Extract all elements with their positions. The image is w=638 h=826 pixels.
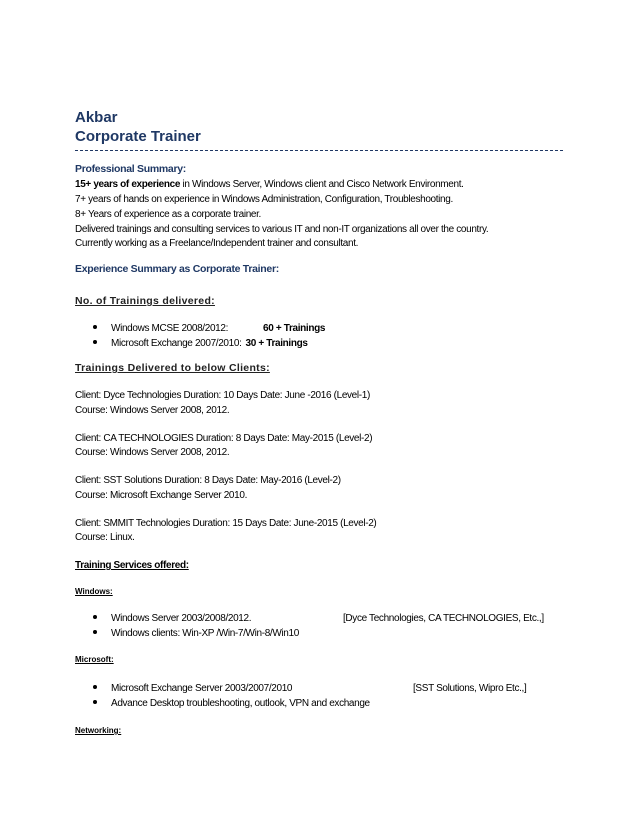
candidate-name: Akbar [75,109,118,126]
course-line: Course: Windows Server 2008, 2012. [75,447,230,458]
training-count: 30 + Trainings [245,338,308,349]
training-label: Windows MCSE 2008/2012: [111,323,229,334]
training-label: Microsoft Exchange 2007/2010: [111,338,242,349]
training-count: 60 + Trainings [263,323,326,334]
summary-line: Delivered trainings and consulting services to various IT and non-IT organizations all over the country. [75,224,489,235]
list-item [93,627,299,640]
service-clients: [Dyce Technologies, CA TECHNOLOGIES, Etc.,] [343,613,544,624]
clients-heading: Trainings Delivered to below Clients: [75,362,270,374]
list-item [93,322,393,335]
client-line: Client: SMMIT Technologies Duration: 15 Days Date: June-2015 (Level-2) [75,518,377,529]
list-item [93,682,563,695]
summary-line: 8+ Years of experience as a corporate trainer. [75,209,261,220]
course-line: Course: Microsoft Exchange Server 2010. [75,490,247,501]
service-text: Microsoft Exchange Server 2003/2007/2010 [111,683,293,694]
bullet-icon [93,325,97,329]
service-text: Windows Server 2003/2008/2012. [111,613,252,624]
experience-heading: Experience Summary as Corporate Trainer: [75,263,279,275]
service-text: Windows clients: Win-XP /Win-7/Win-8/Win10 [111,628,299,639]
services-heading: Training Services offered: [75,560,189,571]
course-line: Course: Windows Server 2008, 2012. [75,405,230,416]
header-divider [75,150,563,151]
list-item [93,612,563,625]
bullet-icon [93,615,97,619]
trainings-count-heading: No. of Trainings delivered: [75,295,215,307]
microsoft-heading: Microsoft: [75,655,114,664]
summary-line-text: in Windows Server, Windows client and Cisco Network Environment. [180,179,464,190]
bullet-icon [93,630,97,634]
list-item [93,337,423,350]
service-clients: [SST Solutions, Wipro Etc.,] [413,683,527,694]
course-line: Course: Linux. [75,532,135,543]
client-line: Client: SST Solutions Duration: 8 Days Date: May-2016 (Level-2) [75,475,341,486]
summary-line: 7+ years of hands on experience in Windows Administration, Configuration, Troubleshooting. [75,194,453,205]
summary-heading: Professional Summary: [75,163,186,175]
summary-line-bold: 15+ years of experience [75,179,181,190]
candidate-role: Corporate Trainer [75,128,201,145]
bullet-icon [93,340,97,344]
list-item [93,697,370,710]
windows-heading: Windows: [75,587,113,596]
client-line: Client: CA TECHNOLOGIES Duration: 8 Days Date: May-2015 (Level-2) [75,433,373,444]
bullet-icon [93,700,97,704]
summary-line: Currently working as a Freelance/Independent trainer and consultant. [75,238,359,249]
summary-line [75,178,464,191]
service-text: Advance Desktop troubleshooting, outlook, VPN and exchange [111,698,370,709]
client-line: Client: Dyce Technologies Duration: 10 Days Date: June -2016 (Level-1) [75,390,370,401]
networking-heading: Networking: [75,726,122,735]
bullet-icon [93,685,97,689]
